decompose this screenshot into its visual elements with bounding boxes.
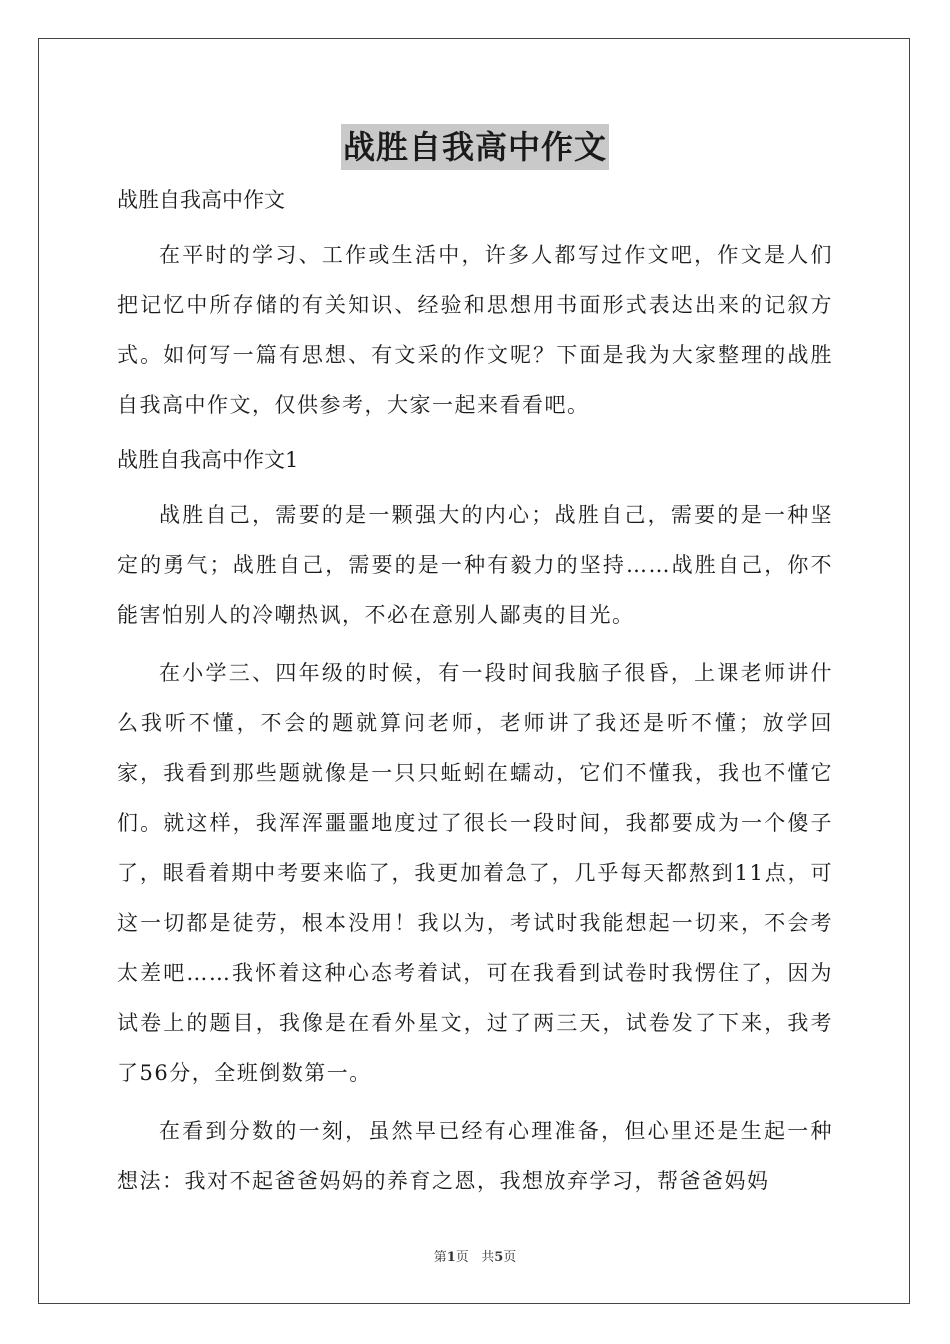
page-prefix: 第 (433, 1250, 447, 1265)
total-prefix: 共 (481, 1250, 495, 1265)
document-title: 战胜自我高中作文 (341, 124, 609, 170)
section-heading: 战胜自我高中作文1 (117, 448, 299, 472)
page-unit: 页 (455, 1250, 469, 1265)
total-unit: 页 (503, 1250, 517, 1265)
document-subtitle: 战胜自我高中作文 (117, 188, 285, 212)
title-container (0, 124, 950, 170)
document-body (117, 178, 833, 1214)
body-paragraph-2: 在小学三、四年级的时候，有一段时间我脑子很昏，上课老师讲什么我听不懂，不会的题就算问老师，老师讲了我还是听不懂；放学回家，我看到那些题就像是一只只蚯蚓在蠕动，它们不懂我，我也不懂它们。就这样，我浑浑噩噩地度过了很长一段时间，我都要成为一个傻子了，眼看着期中考要来临了，我更加着急了，几乎每天都熬到11点，可这一切都是徒劳，根本没用！我以为，考试时我能想起一切来，不会考太差吧……我怀着这种心态考着试，可在我看到试卷时我愣住了，因为试卷上的题目，我像是在看外星文，过了两三天，试卷发了下来，我考了56分，全班倒数第一。 (117, 661, 833, 1085)
total-page-count: 5 (494, 1250, 504, 1265)
body-paragraph-3: 在看到分数的一刻，虽然早已经有心理准备，但心里还是生起一种想法：我对不起爸爸妈妈的养育之恩，我想放弃学习，帮爸爸妈妈 (117, 1119, 833, 1193)
intro-paragraph: 在平时的学习、工作或生活中，许多人都写过作文吧，作文是人们把记忆中所存储的有关知识、经验和思想用书面形式表达出来的记叙方式。如何写一篇有思想、有文采的作文呢？下面是我为大家整理的战胜自我高中作文，仅供参考，大家一起来看看吧。 (117, 243, 833, 417)
page-footer (0, 1246, 950, 1265)
current-page-number: 1 (446, 1250, 456, 1265)
body-paragraph-1: 战胜自己，需要的是一颗强大的内心；战胜自己，需要的是一种坚定的勇气；战胜自己，需要的是一种有毅力的坚持……战胜自己，你不能害怕别人的冷嘲热讽，不必在意别人鄙夷的目光。 (117, 503, 833, 627)
